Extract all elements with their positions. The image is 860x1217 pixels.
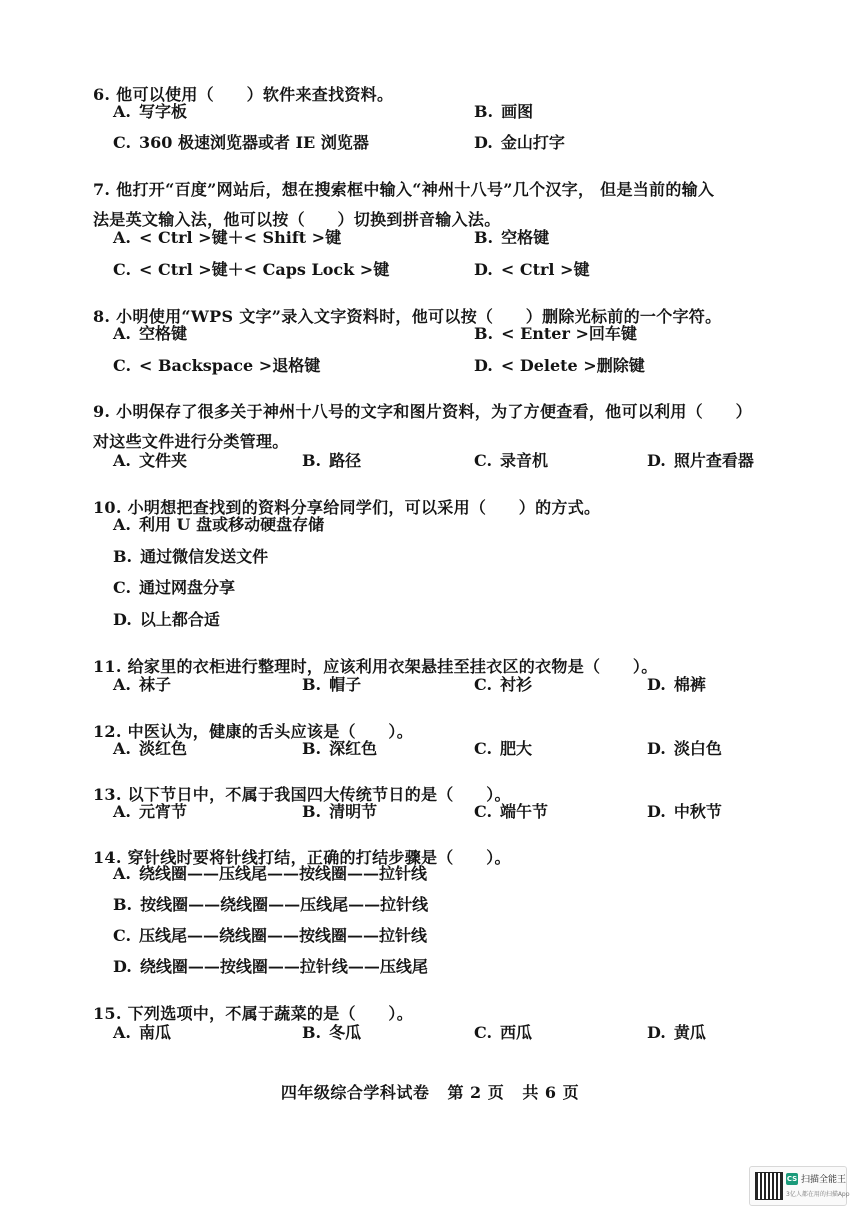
option-text: 写字板 [138, 102, 187, 121]
question-stem-line: 8. 小明使用“WPS 文字”录入文字资料时，他可以按（ ）删除光标前的一个字符。 [93, 307, 722, 326]
question-stem-line: 法是英文输入法，他可以按（ ）切换到拼音输入法。 [93, 210, 501, 229]
option-text: 深红色 [329, 739, 378, 758]
option-label: C. [113, 578, 132, 597]
option-text: < Ctrl >键＋< Caps Lock >键 [139, 260, 390, 279]
option-label: B. [302, 451, 322, 470]
option-text: 利用 U 盘或移动硬盘存储 [138, 515, 325, 534]
option-text: 冬瓜 [329, 1023, 362, 1042]
question-8-option-c [113, 351, 320, 381]
question-8-option-a [113, 319, 187, 349]
option-text: 清明节 [329, 802, 378, 821]
question-15-option-d [647, 1018, 706, 1048]
question-10-option-c [113, 573, 235, 603]
question-stem-line: 10. 小明想把查找到的资料分享给同学们，可以采用（ ）的方式。 [93, 498, 601, 517]
option-text: 黄瓜 [673, 1023, 706, 1042]
option-text: 肥大 [500, 739, 533, 758]
option-label: B. [302, 802, 322, 821]
option-label: B. [474, 324, 494, 343]
question-9-option-d [647, 446, 754, 476]
option-label: C. [474, 802, 493, 821]
camscanner-logo-icon: CS [786, 1175, 798, 1183]
option-text: 画图 [501, 102, 534, 121]
option-text: < Enter >回车键 [501, 324, 637, 343]
option-text: 照片查看器 [673, 451, 754, 470]
page-footer [0, 1080, 860, 1103]
option-text: 淡红色 [138, 739, 187, 758]
question-13-option-d [647, 797, 722, 827]
option-text: 通过网盘分享 [139, 578, 236, 597]
option-label: C. [474, 675, 493, 694]
option-label: A. [113, 324, 131, 343]
question-12-option-d [647, 734, 722, 764]
question-13-option-a [113, 797, 187, 827]
option-text: 袜子 [138, 675, 171, 694]
option-label: A. [113, 1023, 131, 1042]
question-stem-line: 12. 中医认为，健康的舌头应该是（ ）。 [93, 722, 414, 741]
question-15-option-b [302, 1018, 361, 1048]
option-label: D. [474, 356, 493, 375]
option-label: A. [113, 675, 131, 694]
option-label: D. [474, 133, 493, 152]
question-8-option-b [474, 319, 637, 349]
option-label: D. [647, 739, 666, 758]
option-label: A. [113, 228, 131, 247]
question-14-option-d [113, 952, 428, 982]
question-13-option-b [302, 797, 377, 827]
question-11-option-d [647, 670, 706, 700]
badge-subtitle: 3亿人都在用的扫描App [786, 1191, 850, 1198]
scanner-watermark-badge [749, 1166, 850, 1206]
question-stem-line: 13. 以下节日中，不属于我国四大传统节日的是（ ）。 [93, 785, 511, 804]
option-text: 360 极速浏览器或者 IE 浏览器 [139, 133, 369, 152]
option-text: 衬衫 [500, 675, 533, 694]
option-label: D. [647, 1023, 666, 1042]
option-text: 空格键 [501, 228, 550, 247]
question-11-option-b [302, 670, 361, 700]
question-6-option-a [113, 97, 187, 127]
option-label: B. [474, 102, 494, 121]
question-15-option-c [474, 1018, 532, 1048]
option-label: D. [647, 451, 666, 470]
option-label: C. [113, 260, 132, 279]
question-stem-line: 9. 小明保存了很多关于神州十八号的文字和图片资料，为了方便查看，他可以利用（ ） [93, 402, 752, 421]
option-label: A. [113, 102, 131, 121]
question-stem-line: 6. 他可以使用（ ）软件来查找资料。 [93, 85, 394, 104]
option-label: C. [113, 356, 132, 375]
option-label: C. [474, 451, 493, 470]
question-7-option-d [474, 255, 589, 285]
question-6-option-c [113, 128, 369, 158]
question-9-option-c [474, 446, 548, 476]
option-text: 元宵节 [138, 802, 187, 821]
question-8-stem [93, 302, 813, 332]
total-pages: 共 6 页 [522, 1083, 580, 1102]
option-text: 淡白色 [673, 739, 722, 758]
option-label: C. [474, 1023, 493, 1042]
question-7-option-a [113, 223, 341, 253]
option-label: B. [302, 1023, 322, 1042]
option-label: A. [113, 802, 131, 821]
option-text: 西瓜 [500, 1023, 533, 1042]
option-text: 文件夹 [138, 451, 187, 470]
question-7-option-c [113, 255, 389, 285]
option-label: D. [647, 675, 666, 694]
question-14-option-a [113, 859, 427, 889]
option-text: 按线圈——绕线圈——压线尾——拉针线 [140, 895, 429, 914]
question-12-option-a [113, 734, 187, 764]
option-text: < Delete >删除键 [500, 356, 645, 375]
option-label: D. [113, 957, 132, 976]
option-label: B. [113, 547, 133, 566]
option-text: 绕线圈——按线圈——拉针线——压线尾 [139, 957, 428, 976]
option-label: C. [113, 926, 132, 945]
option-label: D. [647, 802, 666, 821]
question-10-option-a [113, 510, 324, 540]
question-7-option-b [474, 223, 549, 253]
option-label: A. [113, 739, 131, 758]
question-stem-line: 15. 下列选项中，不属于蔬菜的是（ ）。 [93, 1004, 414, 1023]
page-number: 第 2 页 [447, 1083, 505, 1102]
option-text: 以上都合适 [139, 610, 220, 629]
question-12-option-b [302, 734, 377, 764]
question-6-option-d [474, 128, 565, 158]
option-label: B. [113, 895, 133, 914]
qr-code-icon [755, 1172, 783, 1200]
option-text: 通过微信发送文件 [140, 547, 269, 566]
option-text: 录音机 [500, 451, 549, 470]
question-12-option-c [474, 734, 532, 764]
option-text: 路径 [329, 451, 362, 470]
option-text: 南瓜 [138, 1023, 171, 1042]
question-15-option-a [113, 1018, 171, 1048]
badge-title: 扫描全能王 [801, 1175, 847, 1185]
question-6-option-b [474, 97, 533, 127]
option-text: 帽子 [329, 675, 362, 694]
option-label: C. [113, 133, 132, 152]
option-text: 压线尾——绕线圈——按线圈——拉针线 [139, 926, 428, 945]
question-14-option-c [113, 921, 427, 951]
option-text: < Backspace >退格键 [139, 356, 321, 375]
option-text: 金山打字 [500, 133, 565, 152]
question-14-option-b [113, 890, 428, 920]
question-stem-line: 7. 他打开“百度”网站后，想在搜索框中输入“神州十八号”几个汉字， 但是当前的输入 [93, 180, 715, 199]
option-text: 绕线圈——压线尾——按线圈——拉针线 [138, 864, 427, 883]
question-6-stem [93, 80, 813, 110]
option-text: 中秋节 [673, 802, 722, 821]
option-text: 棉裤 [673, 675, 706, 694]
option-label: D. [474, 260, 493, 279]
option-text: 端午节 [500, 802, 549, 821]
option-label: D. [113, 610, 132, 629]
question-13-option-c [474, 797, 548, 827]
option-text: < Ctrl >键＋< Shift >键 [138, 228, 342, 247]
option-text: < Ctrl >键 [500, 260, 590, 279]
question-11-option-a [113, 670, 171, 700]
question-10-option-b [113, 542, 268, 572]
question-stem-line: 14. 穿针线时要将针线打结，正确的打结步骤是（ ）。 [93, 848, 511, 867]
exam-title: 四年级综合学科试卷 [280, 1083, 430, 1102]
option-label: A. [113, 864, 131, 883]
question-9-option-a [113, 446, 187, 476]
option-label: C. [474, 739, 493, 758]
question-stem-line: 对这些文件进行分类管理。 [93, 432, 289, 451]
question-stem-line: 11. 给家里的衣柜进行整理时，应该利用衣架悬挂至挂衣区的衣物是（ ）。 [93, 657, 658, 676]
option-label: B. [302, 739, 322, 758]
question-8-option-d [474, 351, 645, 381]
option-label: A. [113, 515, 131, 534]
question-10-option-d [113, 605, 220, 635]
option-label: B. [474, 228, 494, 247]
option-text: 空格键 [138, 324, 187, 343]
question-9-option-b [302, 446, 361, 476]
option-label: A. [113, 451, 131, 470]
question-11-option-c [474, 670, 532, 700]
option-label: B. [302, 675, 322, 694]
